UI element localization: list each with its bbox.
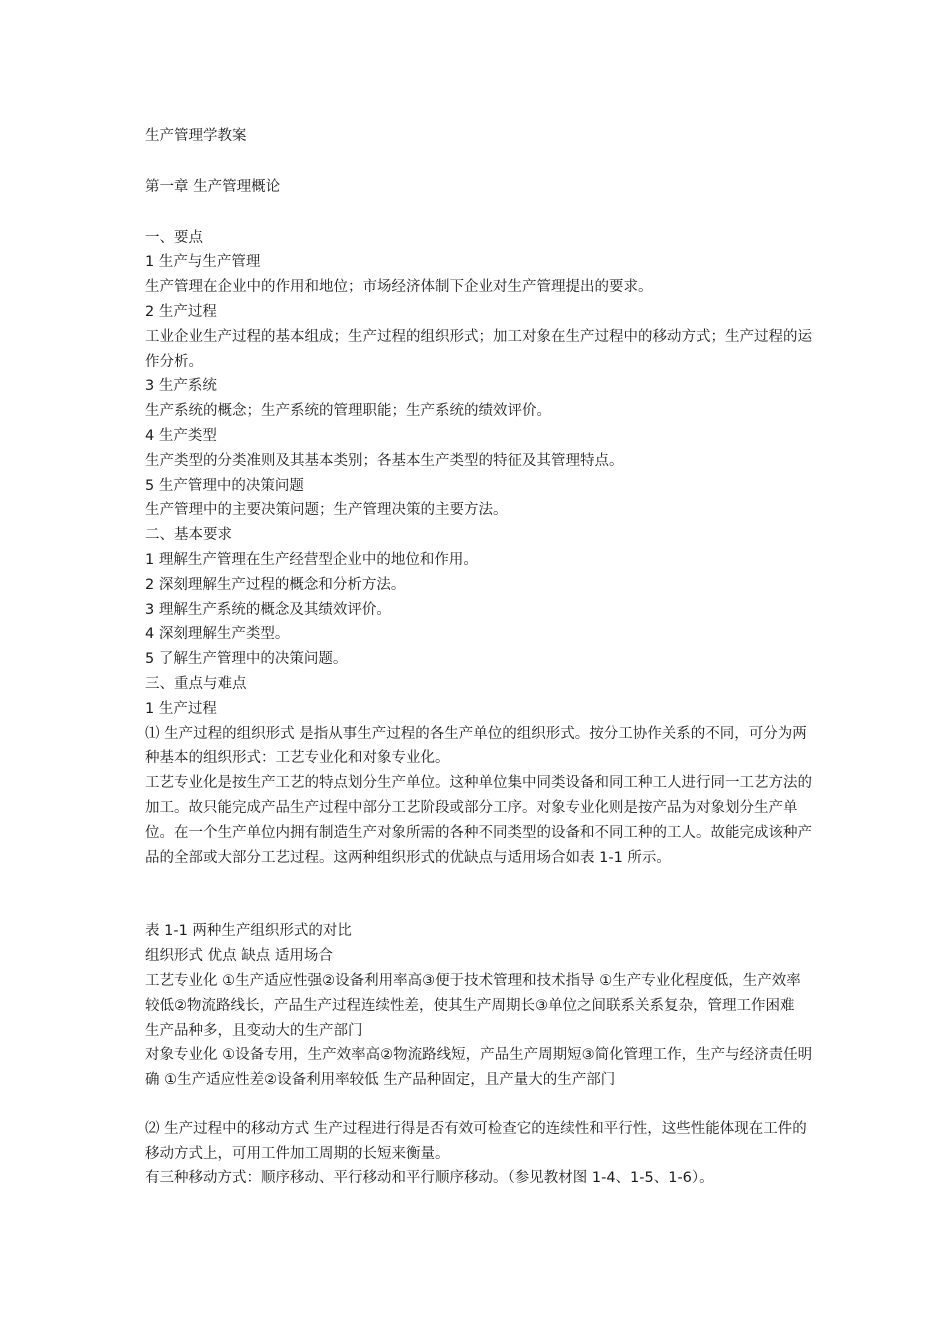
table-caption: 表 1-1 两种生产组织形式的对比 — [145, 923, 352, 940]
table-row: 工艺专业化 ①生产适应性强②设备利用率高③便于技术管理和技术指导 ①生产专业化程度低，生产效率较低②物流路线长，产品生产过程连续性差，使其生产周期长③单位之间联系关系复杂，管理工作困难 生产品种多，且变动大的生产部门 — [145, 972, 801, 1039]
key-point-title: 3 生产系统 — [145, 378, 217, 395]
key-point-text: 生产管理在企业中的作用和地位；市场经济体制下企业对生产管理提出的要求。 — [145, 279, 653, 296]
section-heading-requirements: 二、基本要求 — [145, 527, 232, 544]
key-point-text: 生产系统的概念；生产系统的管理职能；生产系统的绩效评价。 — [145, 403, 551, 420]
requirement-item: 1 理解生产管理在生产经营型企业中的地位和作用。 — [145, 551, 478, 568]
key-point-text: 工业企业生产过程的基本组成；生产过程的组织形式；加工对象在生产过程中的移动方式；生产过程的运作分析。 — [145, 328, 812, 370]
key-point-text: 生产类型的分类准则及其基本类别；各基本生产类型的特征及其管理特点。 — [145, 452, 624, 469]
requirement-item: 3 理解生产系统的概念及其绩效评价。 — [145, 601, 391, 618]
key-point-title: 2 生产过程 — [145, 303, 217, 320]
chapter-title: 第一章 生产管理概论 — [145, 178, 281, 195]
table-header: 组织形式 优点 缺点 适用场合 — [145, 948, 333, 965]
section-heading-difficulties: 三、重点与难点 — [145, 675, 247, 692]
body-paragraph: ⑵ 生产过程中的移动方式 生产过程进行得是否有效可检查它的连续性和平行性，这些性能体现在工件的移动方式上，可用工件加工周期的长短来衡量。 — [145, 1120, 807, 1162]
requirement-item: 2 深刻理解生产过程的概念和分析方法。 — [145, 576, 406, 593]
key-point-title: 5 生产管理中的决策问题 — [145, 477, 304, 494]
key-point-title: 4 生产类型 — [145, 427, 217, 444]
table-row: 对象专业化 ①设备专用，生产效率高②物流路线短，产品生产周期短③简化管理工作，生产与经济责任明确 ①生产适应性差②设备利用率较低 生产品种固定，且产量大的生产部门 — [145, 1047, 813, 1089]
requirement-item: 4 深刻理解生产类型。 — [145, 626, 290, 643]
key-point-text: 生产管理中的主要决策问题；生产管理决策的主要方法。 — [145, 502, 508, 519]
section-heading-key-points: 一、要点 — [145, 229, 203, 246]
requirement-item: 5 了解生产管理中的决策问题。 — [145, 651, 348, 668]
document-page — [145, 124, 813, 1191]
body-paragraph: ⑴ 生产过程的组织形式 是指从事生产过程的各生产单位的组织形式。按分工协作关系的不同，可分为两种基本的组织形式：工艺专业化和对象专业化。 — [145, 725, 807, 767]
subsection-title: 1 生产过程 — [145, 700, 217, 717]
body-paragraph: 工艺专业化是按生产工艺的特点划分生产单位。这种单位集中同类设备和同工种工人进行同一工艺方法的加工。故只能完成产品生产过程中部分工艺阶段或部分工序。对象专业化则是按产品为对象划分生产单位。在一个生产单位内拥有制造生产对象所需的各种不同类型的设备和不同工种的工人。故能完成该种产品的全部或大部分工艺过程。这两种组织形式的优缺点与适用场合如表 1-1 所示。 — [145, 775, 812, 866]
body-paragraph: 有三种移动方式：顺序移动、平行移动和平行顺序移动。（参见教材图 1-4、1-5、1-6）。 — [145, 1170, 714, 1187]
key-point-title: 1 生产与生产管理 — [145, 254, 261, 271]
document-title: 生产管理学教案 — [145, 128, 247, 144]
